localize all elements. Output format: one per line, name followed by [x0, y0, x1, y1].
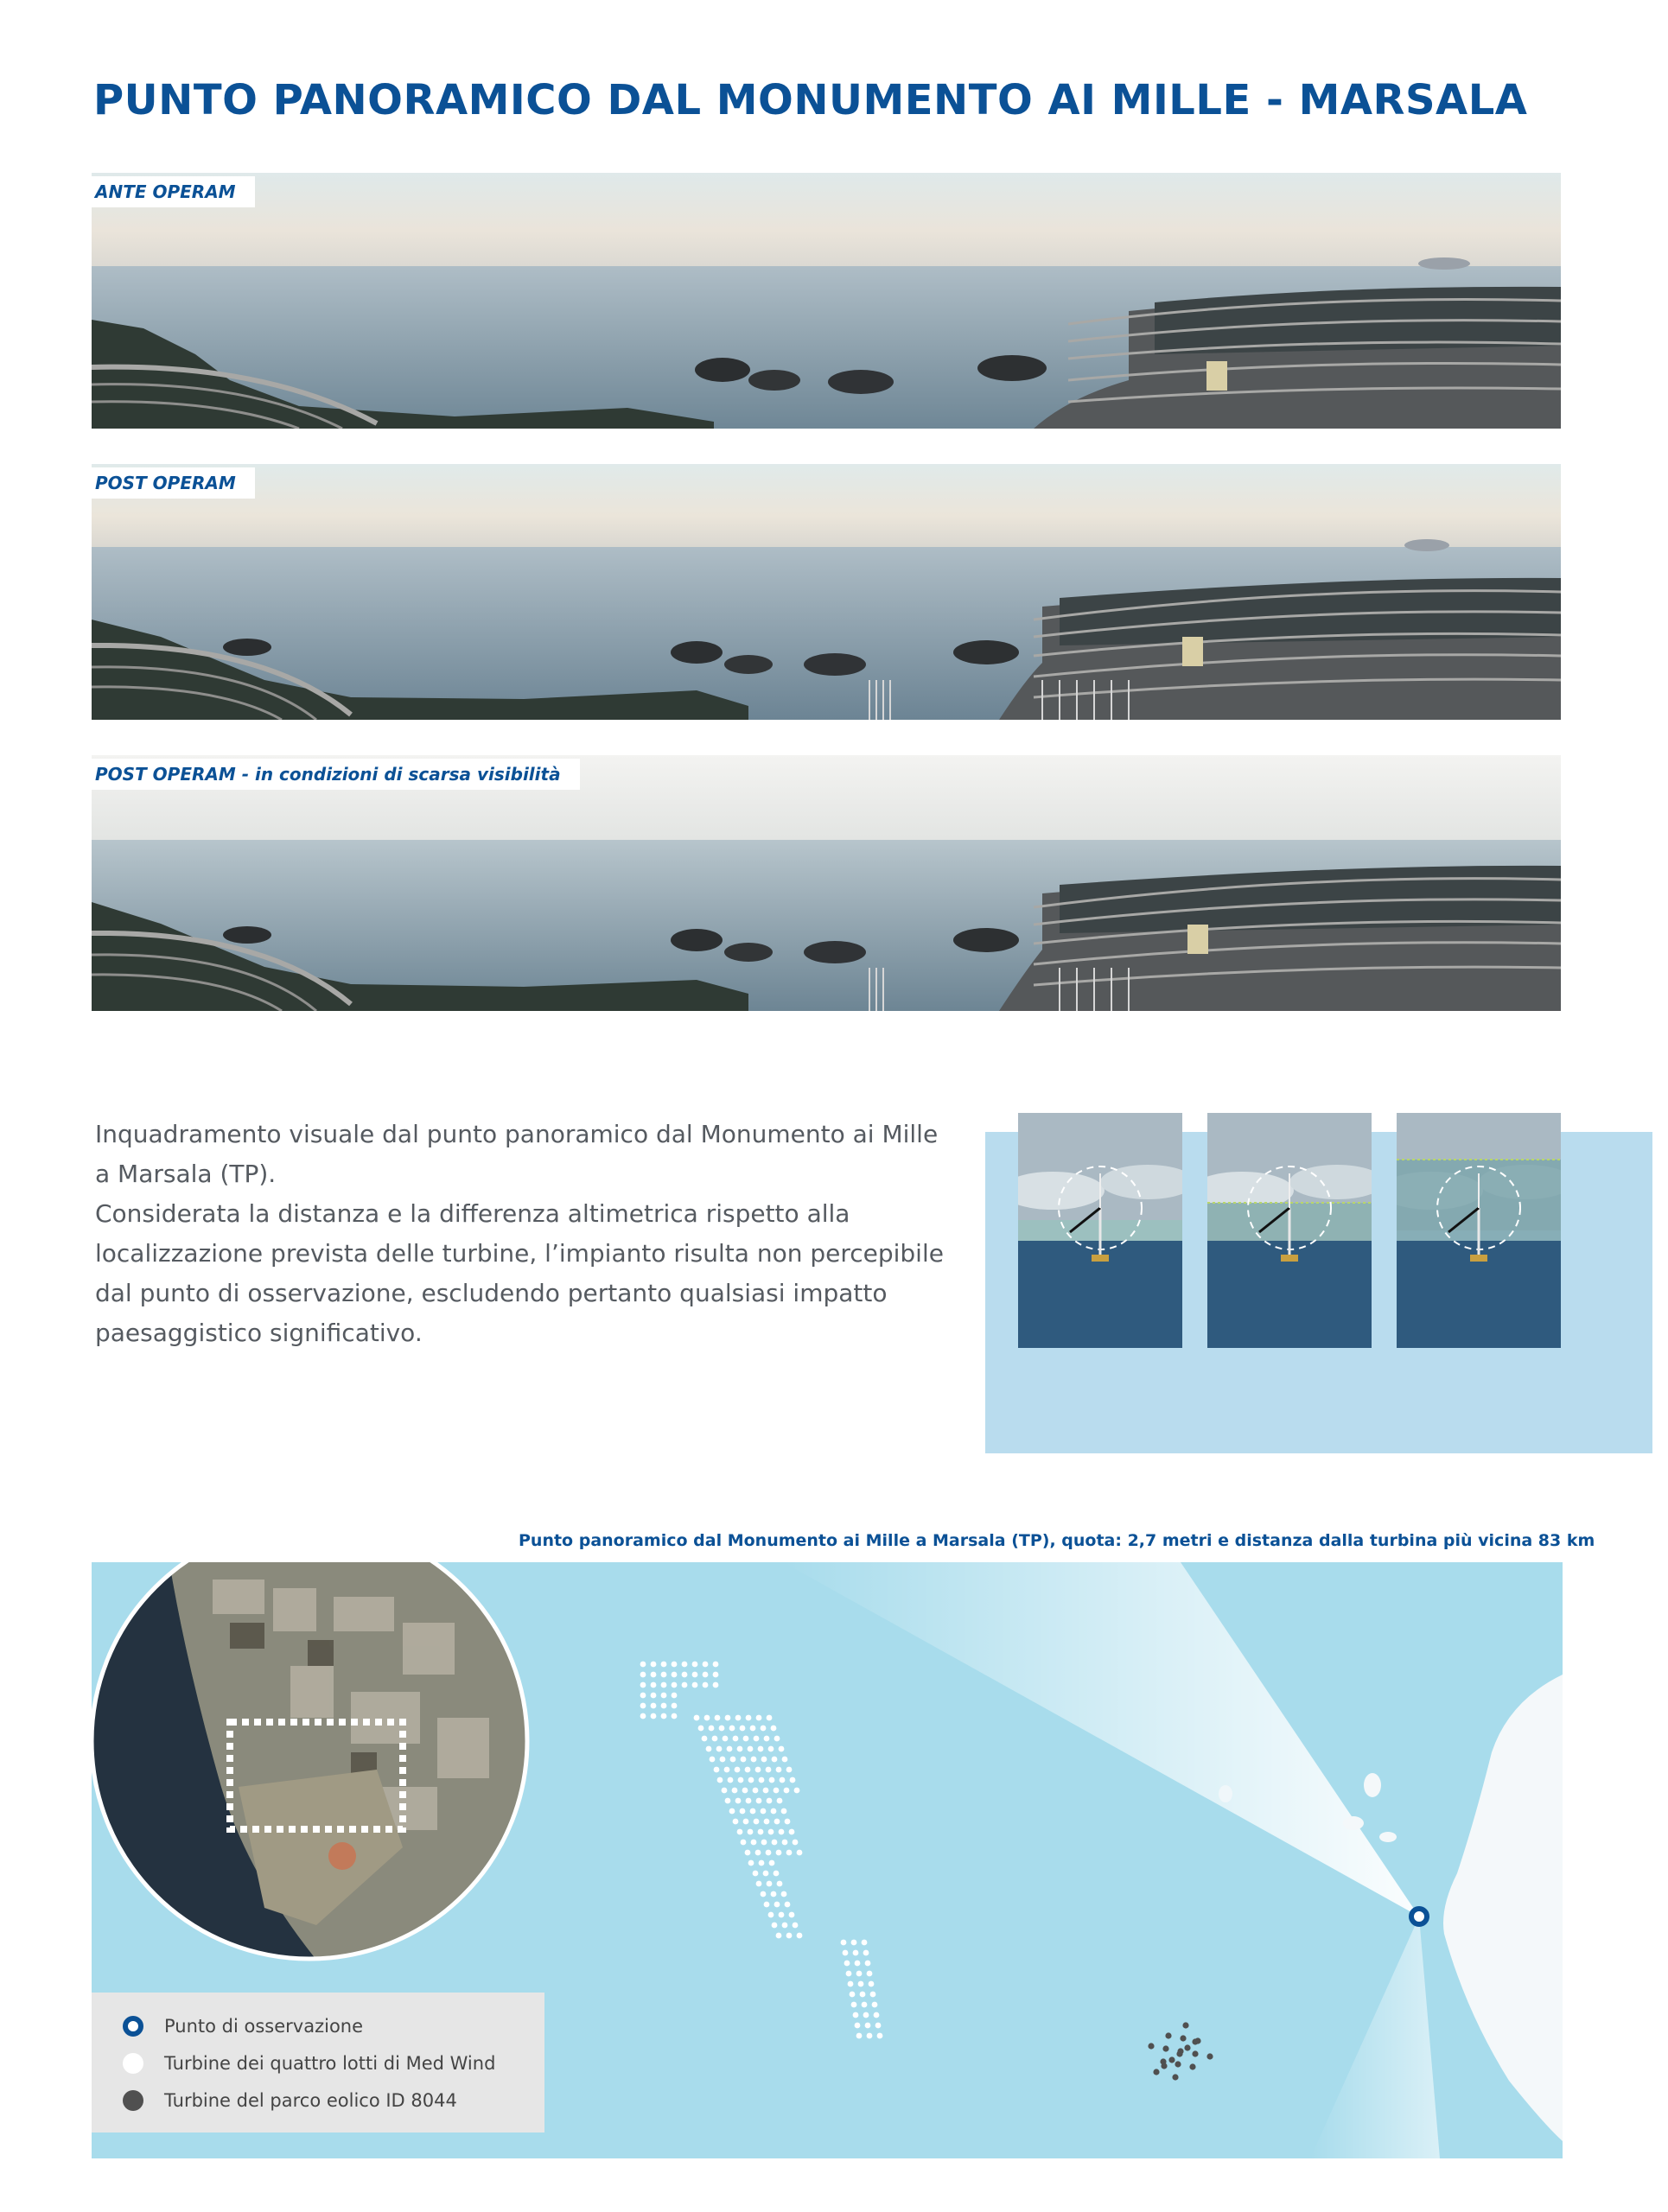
turbine-thumbnail — [1018, 1113, 1182, 1348]
turbine-dot — [661, 1713, 667, 1719]
turbine-dot — [640, 1693, 646, 1699]
turbine-dot — [745, 1767, 751, 1773]
turbine-dot — [740, 1808, 746, 1815]
turbine-dot — [764, 1902, 770, 1908]
turbine-dot — [730, 1757, 736, 1763]
turbine-dot — [756, 1715, 762, 1721]
turbine-dot — [733, 1736, 739, 1742]
turbine-dot — [758, 1746, 764, 1752]
turbine-dot — [793, 1923, 799, 1929]
turbine-dot — [740, 1726, 746, 1732]
turbine-dot — [841, 1940, 847, 1946]
turbine-dot — [769, 1777, 775, 1783]
turbine-dot — [853, 2012, 859, 2018]
legend-item — [123, 2013, 363, 2039]
turbine-thumbnail — [1397, 1113, 1561, 1348]
turbine-dot — [1189, 2063, 1195, 2069]
turbine-dot — [865, 1961, 871, 1967]
turbine-dot — [733, 1819, 739, 1825]
turbine-dot — [715, 1715, 721, 1721]
turbine-dot — [789, 1829, 795, 1835]
turbine-dot — [1180, 2035, 1186, 2041]
legend-label: Turbine del parco eolico ID 8044 — [164, 2090, 457, 2111]
turbine-dot — [712, 1736, 718, 1742]
turbine-dot — [779, 1829, 785, 1835]
turbine-dot — [745, 1850, 751, 1856]
turbine-dot — [875, 2023, 882, 2029]
turbine-dot — [772, 1840, 778, 1846]
turbine-dot — [863, 1950, 869, 1956]
turbine-dot — [855, 2023, 861, 2029]
turbine-dot — [766, 1767, 772, 1773]
turbine-dot — [751, 1840, 757, 1846]
turbine-dot — [1192, 2038, 1198, 2044]
turbine-thumbnail — [1207, 1113, 1372, 1348]
turbine-dot — [703, 1682, 709, 1688]
panorama-label-ante: ANTE OPERAM — [92, 176, 255, 207]
turbine-dot — [767, 1881, 773, 1887]
turbine-dot — [768, 1912, 774, 1918]
turbine-dot — [651, 1703, 657, 1709]
description-paragraph: Inquadramento visuale dal punto panoramico dal Monumento ai Mille a Marsala (TP). — [95, 1120, 939, 1188]
turbine-dot — [771, 1808, 777, 1815]
turbine-dot — [1184, 2044, 1190, 2050]
turbine-dot — [856, 2033, 863, 2039]
turbine-dot — [1148, 2043, 1154, 2049]
legend-label: Turbine dei quattro lotti di Med Wind — [164, 2053, 496, 2074]
white-dot-icon — [123, 2053, 143, 2074]
description-text — [95, 1115, 959, 1353]
turbine-dot — [729, 1726, 735, 1732]
turbine-dot — [774, 1871, 780, 1877]
turbine-dot — [741, 1840, 747, 1846]
turbine-dot — [692, 1662, 698, 1668]
turbine-dot — [754, 1736, 760, 1742]
turbine-dot — [746, 1798, 752, 1804]
turbine-dot — [1153, 2069, 1159, 2075]
turbine-dot — [738, 1777, 744, 1783]
turbine-dot — [713, 1672, 719, 1678]
turbine-dot — [774, 1819, 780, 1825]
turbine-dot — [794, 1788, 800, 1794]
id8044-turbines — [1148, 2022, 1213, 2080]
turbine-dot — [694, 1715, 700, 1721]
map-caption: Punto panoramico dal Monumento ai Mille a Marsala (TP), quota: 2,7 metri e distanza dalla turbina più vicina 83 km — [519, 1531, 1595, 1550]
panorama-ante-operam — [92, 173, 1561, 429]
turbine-dot — [672, 1662, 678, 1668]
turbine-dot — [748, 1829, 754, 1835]
turbine-dot — [763, 1788, 769, 1794]
turbine-dot — [661, 1693, 667, 1699]
turbine-dot — [751, 1757, 757, 1763]
turbine-dot — [1162, 2045, 1168, 2051]
turbine-dot — [785, 1819, 791, 1825]
turbine-dot — [761, 1808, 767, 1815]
legend-label: Punto di osservazione — [164, 2016, 364, 2037]
turbine-dot — [869, 1981, 875, 1987]
turbine-dot — [753, 1788, 759, 1794]
panorama-post-operam-low-visibility — [92, 755, 1561, 1011]
turbine-dot — [782, 1757, 788, 1763]
turbine-dot — [755, 1850, 761, 1856]
turbine-dot — [748, 1777, 754, 1783]
turbine-dot — [661, 1672, 667, 1678]
turbine-dot — [746, 1715, 752, 1721]
turbine-dot — [737, 1829, 743, 1835]
turbine-dot — [640, 1662, 646, 1668]
turbine-dot — [672, 1713, 678, 1719]
turbine-dot — [781, 1808, 787, 1815]
turbine-dot — [772, 1923, 778, 1929]
turbine-dot — [720, 1757, 726, 1763]
turbine-dot — [761, 1726, 767, 1732]
turbine-dot — [776, 1850, 782, 1856]
turbine-dot — [771, 1726, 777, 1732]
turbine-dot — [1175, 2061, 1181, 2067]
turbine-dot — [719, 1726, 725, 1732]
turbine-dot — [793, 1840, 799, 1846]
turbine-dot — [874, 2012, 880, 2018]
turbine-dot — [692, 1672, 698, 1678]
legend-item — [123, 2050, 495, 2076]
page-title: PUNTO PANORAMICO DAL MONUMENTO AI MILLE - MARSALA — [93, 76, 1528, 124]
turbine-dot — [774, 1902, 780, 1908]
turbine-dot — [860, 1992, 866, 1998]
turbine-dot — [714, 1767, 720, 1773]
turbine-dot — [1192, 2050, 1198, 2056]
turbine-dot — [843, 1950, 849, 1956]
turbine-dot — [713, 1682, 719, 1688]
turbine-dot — [797, 1850, 803, 1856]
turbine-dot — [682, 1662, 688, 1668]
turbine-dot — [704, 1715, 710, 1721]
turbine-dot — [728, 1777, 734, 1783]
turbine-dot — [872, 2002, 878, 2008]
turbine-dot — [709, 1726, 715, 1732]
turbine-dot — [706, 1746, 712, 1752]
turbine-dot — [756, 1798, 762, 1804]
turbine-dot — [755, 1767, 761, 1773]
turbine-dot — [713, 1662, 719, 1668]
turbine-dot — [754, 1819, 760, 1825]
dark-dot-icon — [123, 2090, 143, 2111]
turbine-dot — [722, 1788, 728, 1794]
turbine-dot — [640, 1672, 646, 1678]
turbine-dot — [742, 1788, 748, 1794]
turbine-dot — [737, 1746, 743, 1752]
turbine-dot — [661, 1682, 667, 1688]
observation-point-icon — [123, 2016, 143, 2037]
turbine-dot — [758, 1829, 764, 1835]
turbine-dot — [764, 1736, 770, 1742]
turbine-dot — [732, 1788, 738, 1794]
turbine-dot — [725, 1798, 731, 1804]
turbine-dot — [771, 1891, 777, 1897]
turbine-dot — [651, 1713, 657, 1719]
turbine-dot — [682, 1672, 688, 1678]
turbine-dot — [867, 2033, 873, 2039]
turbine-dot — [1172, 2074, 1178, 2080]
turbine-dot — [779, 1746, 785, 1752]
turbine-dot — [846, 1971, 852, 1977]
turbine-dot — [785, 1902, 791, 1908]
panorama-post-operam — [92, 464, 1561, 720]
turbine-dot — [862, 1940, 868, 1946]
turbine-dot — [777, 1798, 783, 1804]
view-cone — [783, 1562, 1419, 1916]
turbine-dot — [772, 1757, 778, 1763]
turbine-dot — [865, 2023, 871, 2029]
turbine-dot — [764, 1819, 770, 1825]
turbine-dot — [661, 1703, 667, 1709]
turbine-dot — [672, 1682, 678, 1688]
turbine-dot — [748, 1860, 754, 1866]
turbine-dot — [735, 1798, 742, 1804]
turbine-dot — [761, 1840, 767, 1846]
turbine-dot — [750, 1808, 756, 1815]
turbine-dot — [768, 1746, 774, 1752]
turbine-dot — [779, 1912, 785, 1918]
turbine-dot — [759, 1860, 765, 1866]
turbine-dot — [855, 1961, 861, 1967]
turbine-dot — [723, 1736, 729, 1742]
turbine-dot — [777, 1881, 783, 1887]
panorama-label-post-low-visibility: POST OPERAM - in condizioni di scarsa visibilità — [92, 759, 580, 790]
turbine-dot — [877, 2033, 883, 2039]
turbine-dot — [790, 1777, 796, 1783]
turbine-dot — [774, 1788, 780, 1794]
turbine-dot — [851, 1940, 857, 1946]
turbine-dot — [703, 1662, 709, 1668]
turbine-dot — [776, 1767, 782, 1773]
description-paragraph: Considerata la distanza e la differenza altimetrica rispetto alla localizzazione prevista delle turbine, l’impianto risulta non percepibile dal punto di osservazione, escludendo pertanto qualsiasi impatto paesaggistico significativo. — [95, 1199, 944, 1347]
turbine-dot — [784, 1788, 790, 1794]
turbine-dot — [862, 2002, 868, 2008]
turbine-dot — [672, 1703, 678, 1709]
turbine-dot — [727, 1746, 733, 1752]
turbine-dot — [710, 1757, 716, 1763]
turbine-dot — [651, 1682, 657, 1688]
turbine-dot — [703, 1672, 709, 1678]
turbine-dot — [768, 1829, 774, 1835]
turbine-dot — [640, 1703, 646, 1709]
turbine-dot — [776, 1933, 782, 1939]
turbine-dot — [661, 1662, 667, 1668]
turbine-dot — [741, 1757, 747, 1763]
map-legend — [92, 1993, 544, 2133]
turbine-dot — [753, 1871, 759, 1877]
turbine-dot — [1206, 2053, 1213, 2059]
turbine-dot — [1161, 2063, 1167, 2069]
turbine-dot — [692, 1682, 698, 1688]
turbine-dot — [786, 1767, 793, 1773]
turbine-dot — [682, 1682, 688, 1688]
turbine-dot — [853, 1950, 859, 1956]
turbine-dot — [856, 1971, 863, 1977]
turbine-dot — [848, 1981, 854, 1987]
turbine-dot — [851, 2002, 857, 2008]
turbine-dot — [672, 1693, 678, 1699]
turbine-dot — [858, 1981, 864, 1987]
turbine-dot — [735, 1715, 742, 1721]
turbine-dot — [640, 1713, 646, 1719]
turbine-dot — [750, 1726, 756, 1732]
turbine-dot — [789, 1912, 795, 1918]
turbine-dot — [774, 1736, 780, 1742]
turbine-dot — [717, 1777, 723, 1783]
turbine-dot — [782, 1923, 788, 1929]
turbine-dot — [1176, 2050, 1182, 2056]
turbine-dot — [756, 1881, 762, 1887]
turbine-dot — [759, 1777, 765, 1783]
turbine-dot — [1165, 2032, 1171, 2038]
turbine-dot — [698, 1726, 704, 1732]
turbine-dot — [863, 2012, 869, 2018]
turbine-dot — [761, 1757, 767, 1763]
turbine-dot — [651, 1662, 657, 1668]
turbine-dot — [640, 1682, 646, 1688]
turbine-dot — [702, 1736, 708, 1742]
turbine-dot — [651, 1693, 657, 1699]
turbine-dot — [672, 1672, 678, 1678]
turbine-dot — [716, 1746, 723, 1752]
turbine-dot — [767, 1798, 773, 1804]
observation-point-icon — [1411, 1909, 1427, 1924]
turbine-dot — [743, 1819, 749, 1825]
turbine-dot — [748, 1746, 754, 1752]
turbine-dot — [761, 1891, 767, 1897]
turbine-dot — [735, 1767, 741, 1773]
panorama-label-post: POST OPERAM — [92, 467, 255, 499]
turbine-dot — [786, 1933, 793, 1939]
turbine-dot — [729, 1808, 735, 1815]
turbine-dot — [724, 1767, 730, 1773]
turbine-dot — [870, 1992, 876, 1998]
turbine-dot — [781, 1891, 787, 1897]
turbine-dot — [1168, 2056, 1175, 2063]
turbine-dot — [797, 1933, 803, 1939]
turbine-dot — [1182, 2022, 1188, 2028]
turbine-dot — [867, 1971, 873, 1977]
turbine-dot — [850, 1992, 856, 1998]
turbine-dot — [651, 1672, 657, 1678]
turbine-dot — [769, 1860, 775, 1866]
med-wind-turbines — [640, 1662, 883, 2039]
turbine-dot — [766, 1850, 772, 1856]
turbine-dot — [763, 1871, 769, 1877]
turbine-dot — [786, 1850, 793, 1856]
turbine-dot — [844, 1961, 850, 1967]
legend-item — [123, 2088, 457, 2113]
turbine-dot — [767, 1715, 773, 1721]
turbine-dot — [780, 1777, 786, 1783]
turbine-dot — [743, 1736, 749, 1742]
turbine-dot — [782, 1840, 788, 1846]
turbine-dot — [725, 1715, 731, 1721]
sicily-coast — [1443, 1675, 1563, 2141]
